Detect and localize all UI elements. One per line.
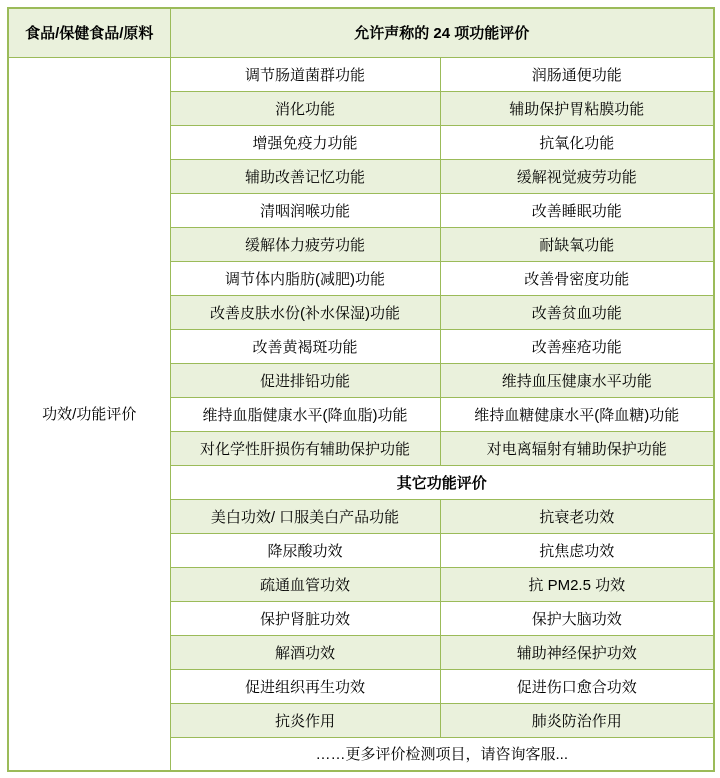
function-cell-left: 调节体内脂肪(减肥)功能 (170, 261, 440, 295)
function-cell-right: 润肠通便功能 (440, 57, 714, 91)
function-cell-right: 改善骨密度功能 (440, 261, 714, 295)
function-cell-right: 对电离辐射有辅助保护功能 (440, 431, 714, 465)
function-cell-left: 增强免疫力功能 (170, 125, 440, 159)
function-cell-left: 维持血脂健康水平(降血脂)功能 (170, 397, 440, 431)
function-cell-left: 促进排铅功能 (170, 363, 440, 397)
function-cell-left: 辅助改善记忆功能 (170, 159, 440, 193)
function-cell-right: 维持血糖健康水平(降血糖)功能 (440, 397, 714, 431)
function-cell-right: 维持血压健康水平功能 (440, 363, 714, 397)
function-cell-right: 辅助保护胃粘膜功能 (440, 91, 714, 125)
function-cell-left: 抗炎作用 (170, 703, 440, 737)
function-cell-left: 促进组织再生功效 (170, 669, 440, 703)
function-cell-left: 改善黄褐斑功能 (170, 329, 440, 363)
function-cell-left: 美白功效/ 口服美白产品功能 (170, 499, 440, 533)
function-cell-right: 改善贫血功能 (440, 295, 714, 329)
function-cell-left: 清咽润喉功能 (170, 193, 440, 227)
side-cell-efficacy-evaluation: 功效/功能评价 (8, 57, 170, 771)
function-evaluation-table (7, 7, 715, 772)
function-cell-right: 抗 PM2.5 功效 (440, 567, 714, 601)
table-header-row (8, 8, 714, 57)
function-cell-right: 辅助神经保护功效 (440, 635, 714, 669)
function-cell-right: 缓解视觉疲劳功能 (440, 159, 714, 193)
function-cell-right: 保护大脑功效 (440, 601, 714, 635)
function-cell-left: 消化功能 (170, 91, 440, 125)
header-cell-allowed-claims: 允许声称的 24 项功能评价 (170, 8, 714, 57)
function-cell-left: 调节肠道菌群功能 (170, 57, 440, 91)
function-cell-left: 缓解体力疲劳功能 (170, 227, 440, 261)
function-cell-left: 保护肾脏功效 (170, 601, 440, 635)
function-cell-left: 解酒功效 (170, 635, 440, 669)
function-cell-right: 抗焦虑功效 (440, 533, 714, 567)
function-cell-right: 肺炎防治作用 (440, 703, 714, 737)
function-cell-right: 抗氧化功能 (440, 125, 714, 159)
header-cell-category: 食品/保健食品/原料 (8, 8, 170, 57)
function-cell-right: 耐缺氧功能 (440, 227, 714, 261)
function-cell-right: 改善睡眠功能 (440, 193, 714, 227)
function-cell-left: 降尿酸功效 (170, 533, 440, 567)
function-cell-right: 改善痤疮功能 (440, 329, 714, 363)
function-cell-left: 改善皮肤水份(补水保湿)功能 (170, 295, 440, 329)
function-cell-left: 对化学性肝损伤有辅助保护功能 (170, 431, 440, 465)
footer-note: ……更多评价检测项目，请咨询客服... (170, 737, 714, 771)
table-row (8, 57, 714, 91)
function-cell-left: 疏通血管功效 (170, 567, 440, 601)
other-functions-subheader: 其它功能评价 (170, 465, 714, 499)
function-cell-right: 抗衰老功效 (440, 499, 714, 533)
function-cell-right: 促进伤口愈合功效 (440, 669, 714, 703)
